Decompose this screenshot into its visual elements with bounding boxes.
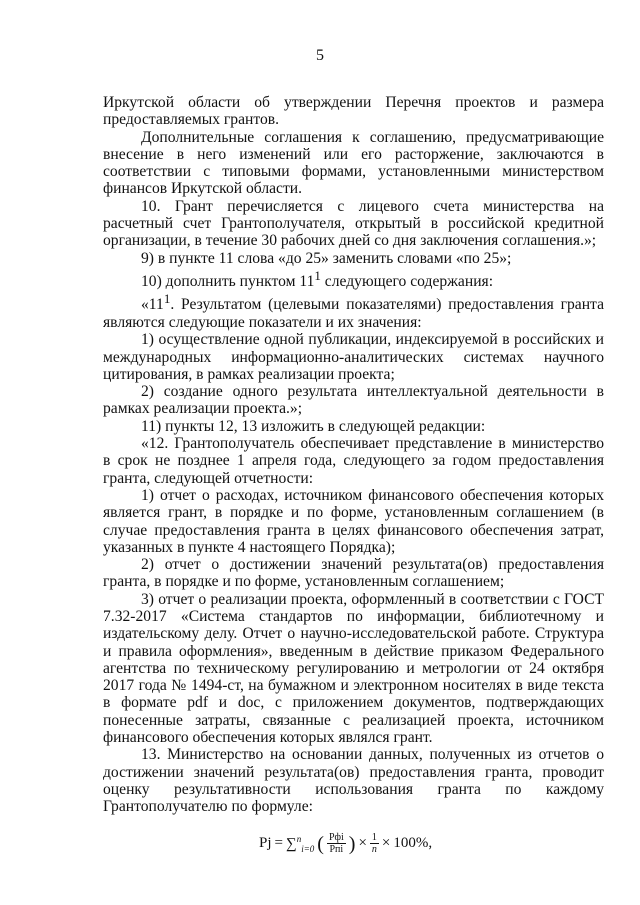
- formula-times-2: ×: [381, 835, 391, 851]
- formula-equals: =: [274, 835, 283, 851]
- paragraph-12: 2) отчет о достижении значений результата(ов) предоставления гранта, в порядке и по форме, установленным соглашением;: [103, 556, 604, 591]
- paragraph-7: 1) осуществление одной публикации, индексируемой в российских и международных информационно-аналитических системах научного цитирования, в рамках реализации проекта;: [103, 331, 604, 383]
- document-body: [103, 94, 604, 816]
- fraction-n: n: [371, 844, 377, 855]
- formula-sum: [286, 834, 314, 854]
- fraction-one: 1: [371, 832, 377, 843]
- paragraph-14: 13. Министерство на основании данных, полученных из отчетов о достижении значений результата(ов) предоставления гранта, проводит оценку результативности использования гранта по каждому Грантополучателю по формуле:: [103, 746, 604, 816]
- paragraph-10: «12. Грантополучатель обеспечивает представление в министерство в срок не позднее 1 апреля года, следующего за годом предоставления гранта, следующей отчетности:: [103, 435, 604, 487]
- paragraph-3: 10. Грант перечисляется с лицевого счета министерства на расчетный счет Грантополучателя, открытый в российской кредитной организации, в течение 30 рабочих дней со дня заключения соглашения.»;: [103, 197, 604, 250]
- formula-lhs: Pj: [259, 835, 272, 851]
- formula-times-1: ×: [358, 835, 367, 851]
- paragraph-9: 11) пункты 12, 13 изложить в следующей редакции:: [141, 417, 486, 435]
- sum-lower-limit: i=0: [301, 843, 315, 854]
- paragraph-5-text-before: 10) дополнить пунктом 11: [141, 273, 315, 291]
- paragraph-5-text-after: следующего содержания:: [320, 273, 494, 291]
- paragraph-8: 2) создание одного результата интеллектуальной деятельности в рамках реализации проекта.»;: [103, 383, 604, 418]
- paragraph-6-text-before: «11: [141, 296, 164, 314]
- fraction-denominator: Pпi: [329, 844, 344, 855]
- sum-upper-limit: n: [296, 833, 302, 844]
- paragraph-11: 1) отчет о расходах, источником финансового обеспечения которых является грант, в порядке и по форме, установленным соглашением (в случае предоставления гранта в целях финансового обеспечения затрат, указанных в пункте 4 настоящего Порядка);: [103, 486, 604, 556]
- formula-fraction-one-over-n: [370, 832, 379, 855]
- paragraph-6: [103, 290, 604, 331]
- page-number: 5: [316, 47, 324, 64]
- sum-symbol: ∑: [285, 835, 297, 852]
- formula-left-paren: (: [317, 832, 324, 855]
- paragraph-1: Иркутской области об утверждении Перечня проектов и размера предоставляемых грантов.: [103, 94, 604, 129]
- paragraph-13: 3) отчет о реализации проекта, оформленный в соответствии с ГОСТ 7.32-2017 «Система стандартов по информации, библиотечному и издательскому делу. Отчет о научно-исследовательской работе. Структура и правила оформления», введенным в действие приказом Федерального агентства по техническому регулированию и метрологии от 24 октября 2017 года № 1494-ст, на бумажном и электронном носителях в виде текста в формате pdf и doc, с приложением документов, подтверждающих понесенные затраты, связанные с реализацией проекта, источником финансового обеспечения которых являлся грант.: [103, 590, 604, 747]
- paragraph-5-superscript: 1: [314, 267, 321, 283]
- fraction-numerator: Pфi: [328, 832, 344, 843]
- paragraph-4: 9) в пункте 11 слова «до 25» заменить словами «по 25»;: [141, 249, 512, 267]
- formula-right-paren: ): [348, 832, 356, 855]
- paragraph-6-text-after: . Результатом (целевыми показателями) предоставления гранта являются следующие показатели и их значения:: [103, 296, 604, 331]
- formula-percent: 100%,: [393, 835, 433, 851]
- paragraph-2: Дополнительные соглашения к соглашению, предусматривающие внесение в него изменений или его расторжение, заключаются в соответствии с типовыми формами, установленными министерством финансов Иркутской области.: [103, 128, 604, 198]
- formula: [259, 832, 432, 855]
- paragraph-5: [103, 267, 604, 290]
- formula-fraction-ratio: [327, 832, 346, 855]
- paragraph-6-superscript: 1: [163, 291, 171, 307]
